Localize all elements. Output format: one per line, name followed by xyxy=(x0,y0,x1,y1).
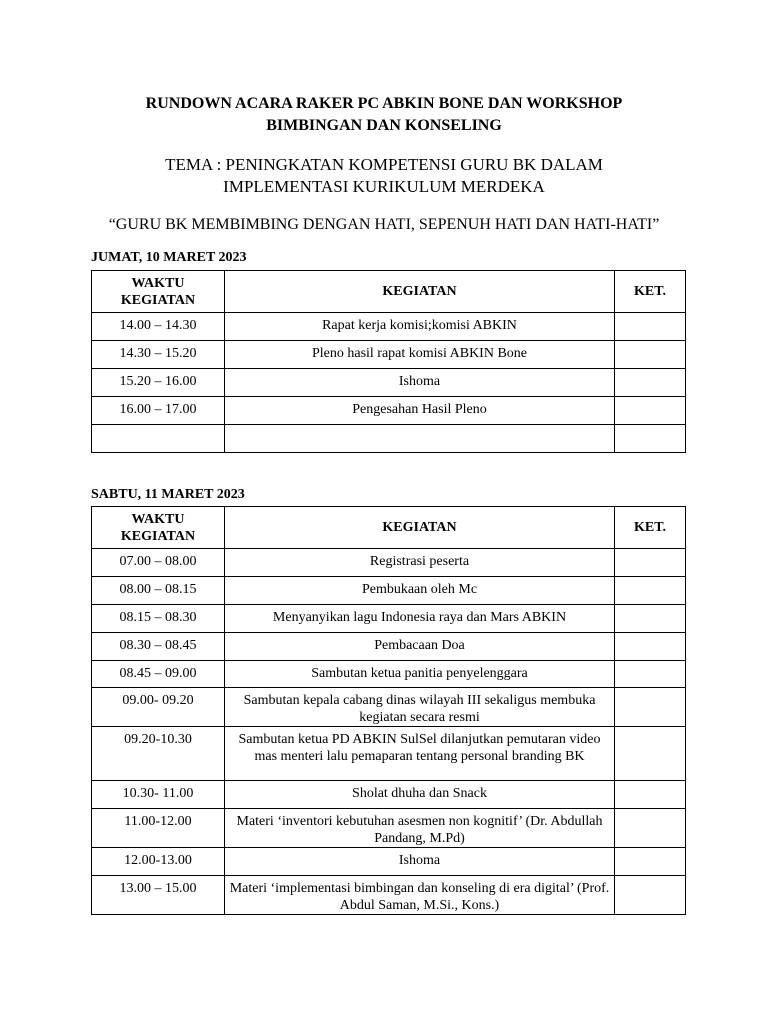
col-kegiatan-header: KEGIATAN xyxy=(225,271,615,313)
cell-ket xyxy=(615,688,686,727)
cell-waktu: 11.00-12.00 xyxy=(92,809,225,848)
cell-waktu: 08.30 – 08.45 xyxy=(92,633,225,661)
cell-kegiatan: Rapat kerja komisi;komisi ABKIN xyxy=(225,313,615,341)
cell-waktu: 16.00 – 17.00 xyxy=(92,397,225,425)
table-row xyxy=(92,341,686,369)
cell-waktu: 15.20 – 16.00 xyxy=(92,369,225,397)
table-row xyxy=(92,397,686,425)
cell-kegiatan: Sambutan ketua panitia penyelenggara xyxy=(225,661,615,688)
table-row xyxy=(92,809,686,848)
cell-kegiatan: Materi ‘inventori kebutuhan asesmen non kognitif’ (Dr. Abdullah Pandang, M.Pd) xyxy=(225,809,615,848)
table-row xyxy=(92,688,686,727)
cell-waktu: 12.00-13.00 xyxy=(92,848,225,876)
cell-ket xyxy=(615,876,686,915)
cell-kegiatan: Sambutan ketua PD ABKIN SulSel dilanjutkan pemutaran video mas menteri lalu pemaparan tentang personal branding BK xyxy=(225,727,615,781)
title-line-2: BIMBINGAN DAN KONSELING xyxy=(266,117,502,134)
theme-line-1: TEMA : PENINGKATAN KOMPETENSI GURU BK DALAM xyxy=(165,155,603,174)
cell-kegiatan xyxy=(225,425,615,453)
cell-ket xyxy=(615,781,686,809)
cell-kegiatan: Menyanyikan lagu Indonesia raya dan Mars ABKIN xyxy=(225,605,615,633)
cell-ket xyxy=(615,605,686,633)
table-row xyxy=(92,848,686,876)
table-row xyxy=(92,549,686,577)
day2-table xyxy=(91,506,686,915)
cell-waktu: 08.45 – 09.00 xyxy=(92,661,225,688)
cell-kegiatan: Pembacaan Doa xyxy=(225,633,615,661)
table-row xyxy=(92,369,686,397)
cell-kegiatan: Ishoma xyxy=(225,848,615,876)
cell-kegiatan: Pleno hasil rapat komisi ABKIN Bone xyxy=(225,341,615,369)
cell-waktu: 13.00 – 15.00 xyxy=(92,876,225,915)
cell-kegiatan: Materi ‘implementasi bimbingan dan konseling di era digital’ (Prof. Abdul Saman, M.Si., Kons.) xyxy=(225,876,615,915)
cell-waktu: 09.00- 09.20 xyxy=(92,688,225,727)
cell-waktu xyxy=(92,425,225,453)
day1-label: JUMAT, 10 MARET 2023 xyxy=(91,250,247,265)
table-row xyxy=(92,661,686,688)
cell-ket xyxy=(615,549,686,577)
waktu-header-line-1: WAKTU xyxy=(131,275,185,291)
cell-ket xyxy=(615,848,686,876)
theme-line-2: IMPLEMENTASI KURIKULUM MERDEKA xyxy=(223,177,545,196)
day1-header-row xyxy=(92,271,686,313)
col-waktu-header xyxy=(92,271,225,313)
cell-ket xyxy=(615,633,686,661)
table-row xyxy=(92,577,686,605)
cell-ket xyxy=(615,809,686,848)
cell-ket xyxy=(615,369,686,397)
cell-waktu: 14.00 – 14.30 xyxy=(92,313,225,341)
cell-waktu: 09.20-10.30 xyxy=(92,727,225,781)
cell-ket xyxy=(615,341,686,369)
cell-waktu: 10.30- 11.00 xyxy=(92,781,225,809)
cell-waktu: 08.15 – 08.30 xyxy=(92,605,225,633)
cell-ket xyxy=(615,661,686,688)
cell-ket xyxy=(615,577,686,605)
waktu-header-line-2: KEGIATAN xyxy=(120,292,196,308)
col-ket-header: KET. xyxy=(615,507,686,549)
cell-kegiatan: Registrasi peserta xyxy=(225,549,615,577)
day2-header-row xyxy=(92,507,686,549)
cell-waktu: 08.00 – 08.15 xyxy=(92,577,225,605)
theme xyxy=(0,154,768,198)
cell-kegiatan: Sambutan kepala cabang dinas wilayah III sekaligus membuka kegiatan secara resmi xyxy=(225,688,615,727)
day2-rows xyxy=(92,549,686,915)
cell-ket xyxy=(615,425,686,453)
col-kegiatan-header: KEGIATAN xyxy=(225,507,615,549)
cell-kegiatan: Sholat dhuha dan Snack xyxy=(225,781,615,809)
document-title xyxy=(0,93,768,137)
day2-label: SABTU, 11 MARET 2023 xyxy=(91,487,245,502)
table-row xyxy=(92,633,686,661)
title-line-1: RUNDOWN ACARA RAKER PC ABKIN BONE DAN WORKSHOP xyxy=(145,95,623,112)
cell-ket xyxy=(615,397,686,425)
waktu-header-line-1: WAKTU xyxy=(131,511,185,527)
table-row xyxy=(92,425,686,453)
table-row xyxy=(92,781,686,809)
table-row xyxy=(92,605,686,633)
cell-ket xyxy=(615,313,686,341)
cell-kegiatan: Pengesahan Hasil Pleno xyxy=(225,397,615,425)
cell-waktu: 14.30 – 15.20 xyxy=(92,341,225,369)
day1-table xyxy=(91,270,686,453)
cell-kegiatan: Pembukaan oleh Mc xyxy=(225,577,615,605)
waktu-header-line-2: KEGIATAN xyxy=(120,528,196,544)
table-row xyxy=(92,876,686,915)
cell-kegiatan: Ishoma xyxy=(225,369,615,397)
cell-ket xyxy=(615,727,686,781)
table-row xyxy=(92,313,686,341)
col-waktu-header xyxy=(92,507,225,549)
motto: “GURU BK MEMBIMBING DENGAN HATI, SEPENUH HATI DAN HATI-HATI” xyxy=(108,216,660,233)
col-ket-header: KET. xyxy=(615,271,686,313)
table-row xyxy=(92,727,686,781)
cell-waktu: 07.00 – 08.00 xyxy=(92,549,225,577)
day1-rows xyxy=(92,313,686,453)
